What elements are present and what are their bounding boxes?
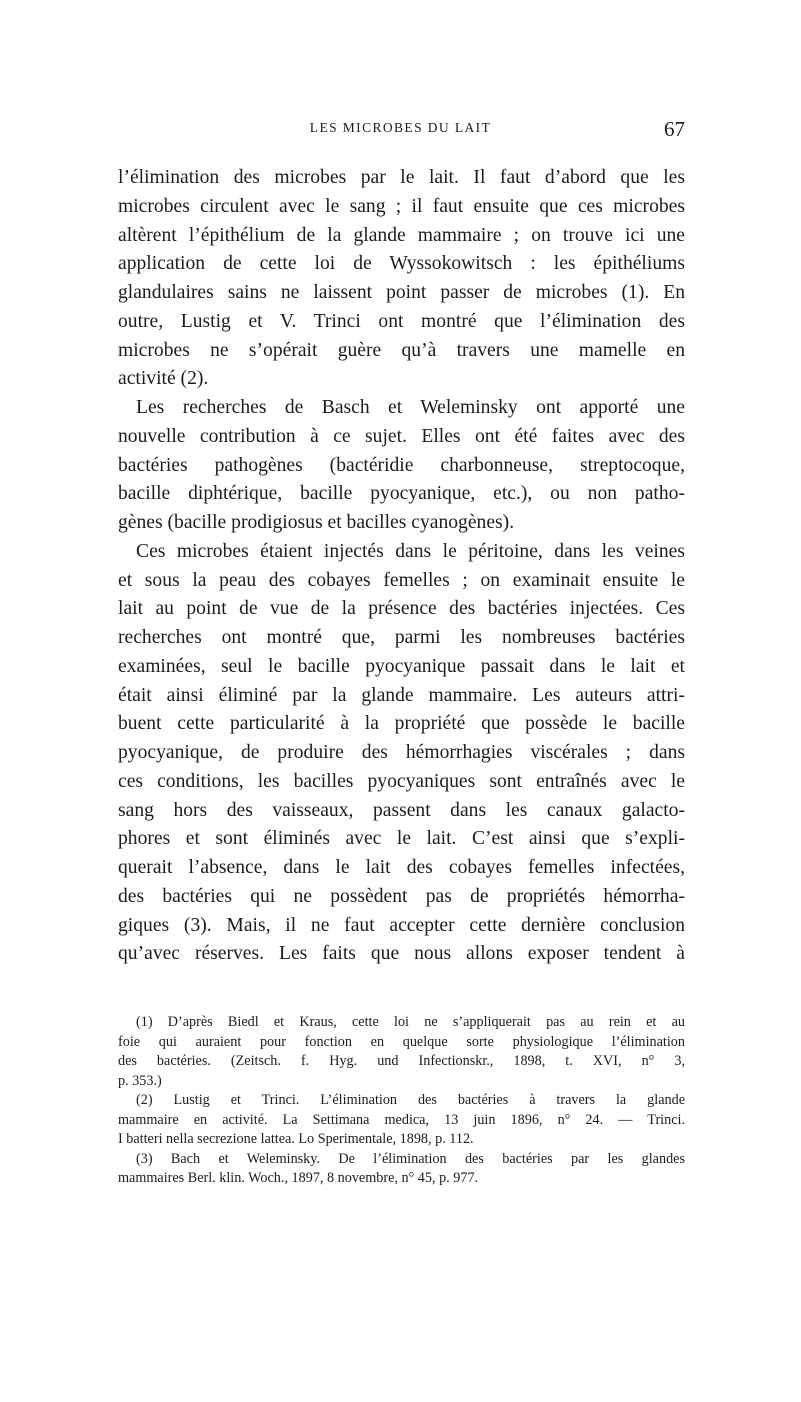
text-line: bacille diphtérique, bacille pyocyanique, etc.), ou non patho- — [118, 483, 685, 505]
text-line: examinées, seul le bacille pyocyanique passait dans le lait et — [118, 655, 685, 677]
text-line: phores et sont éliminés avec le lait. C’est ainsi que s’expli- — [118, 828, 685, 850]
text-line: ces conditions, les bacilles pyocyaniques sont entraînés avec le — [118, 770, 685, 792]
text-line: microbes circulent avec le sang ; il faut ensuite que ces microbes — [118, 195, 685, 217]
text-line: altèrent l’épithélium de la glande mammaire ; on trouve ici une — [118, 224, 685, 246]
text-line: qu’avec réserves. Les faits que nous allons exposer tendent à — [118, 943, 685, 965]
text-line: querait l’absence, dans le lait des cobayes femelles infectées, — [118, 857, 685, 878]
footnote-line: mammaires Berl. klin. Woch., 1897, 8 novembre, n° 45, p. 977. — [118, 1170, 479, 1186]
text-line: lait au point de vue de la présence des bactéries injectées. Ces — [118, 598, 685, 620]
running-title: LES MICROBES DU LAIT — [309, 120, 492, 135]
footnote-line: foie qui auraient pour fonction en quelque sorte physiologique l’élimination — [118, 1033, 685, 1050]
text-line: nouvelle contribution à ce sujet. Elles ont été faites avec des — [118, 425, 685, 447]
main-text — [118, 164, 685, 969]
text-line: microbes ne s’opérait guère qu’à travers une mamelle en — [118, 339, 685, 361]
footnote-line: des bactéries. (Zeitsch. f. Hyg. und Infectionskr., 1898, t. XVI, n° 3, — [118, 1053, 685, 1069]
footnote-line: mammaire en activité. La Settimana medica, 13 juin 1896, n° 24. — Trinci. — [118, 1111, 685, 1128]
text-line: et sous la peau des cobayes femelles ; on examinait ensuite le — [118, 569, 685, 591]
footnote-line: p. 353.) — [118, 1072, 162, 1089]
text-line: giques (3). Mais, il ne faut accepter cette dernière conclusion — [118, 914, 685, 936]
text-line: Ces microbes étaient injectés dans le péritoine, dans les veines — [136, 540, 685, 562]
footnote-line: (1) D’après Biedl et Kraus, cette loi ne s’appliquerait pas au rein et au — [136, 1014, 685, 1030]
text-line: gènes (bacille prodigiosus et bacilles cyanogènes). — [118, 512, 515, 533]
text-line: Les recherches de Basch et Weleminsky ont apporté une — [136, 397, 685, 418]
footnotes — [118, 1013, 685, 1189]
text-line: était ainsi éliminé par la glande mammaire. Les auteurs attri- — [118, 684, 685, 706]
text-line: glandulaires sains ne laissent point passer de microbes (1). En — [118, 282, 685, 303]
running-head — [0, 117, 801, 141]
text-line: application de cette loi de Wyssokowitsch : les épithéliums — [118, 253, 685, 275]
footnote-line: (3) Bach et Weleminsky. De l’élimination des bactéries par les glandes — [136, 1150, 685, 1167]
page-number: 67 — [664, 117, 685, 141]
footnote-line: I batteri nella secrezione lattea. Lo Sperimentale, 1898, p. 112. — [118, 1131, 474, 1147]
text-line: sang hors des vaisseaux, passent dans les canaux galacto- — [118, 799, 685, 821]
text-line: des bactéries qui ne possèdent pas de propriétés hémorrha- — [118, 885, 685, 907]
text-line: recherches ont montré que, parmi les nombreuses bactéries — [118, 627, 685, 648]
text-line: outre, Lustig et V. Trinci ont montré que l’élimination des — [118, 310, 685, 332]
text-line: activité (2). — [118, 368, 209, 390]
footnote-line: (2) Lustig et Trinci. L’élimination des bactéries à travers la glande — [136, 1092, 685, 1108]
text-line: l’élimination des microbes par le lait. Il faut d’abord que les — [118, 167, 685, 188]
text-line: bactéries pathogènes (bactéridie charbonneuse, streptocoque, — [118, 454, 685, 476]
text-line: pyocyanique, de produire des hémorrhagies viscérales ; dans — [118, 742, 685, 763]
text-line: buent cette particularité à la propriété que possède le bacille — [118, 713, 685, 735]
